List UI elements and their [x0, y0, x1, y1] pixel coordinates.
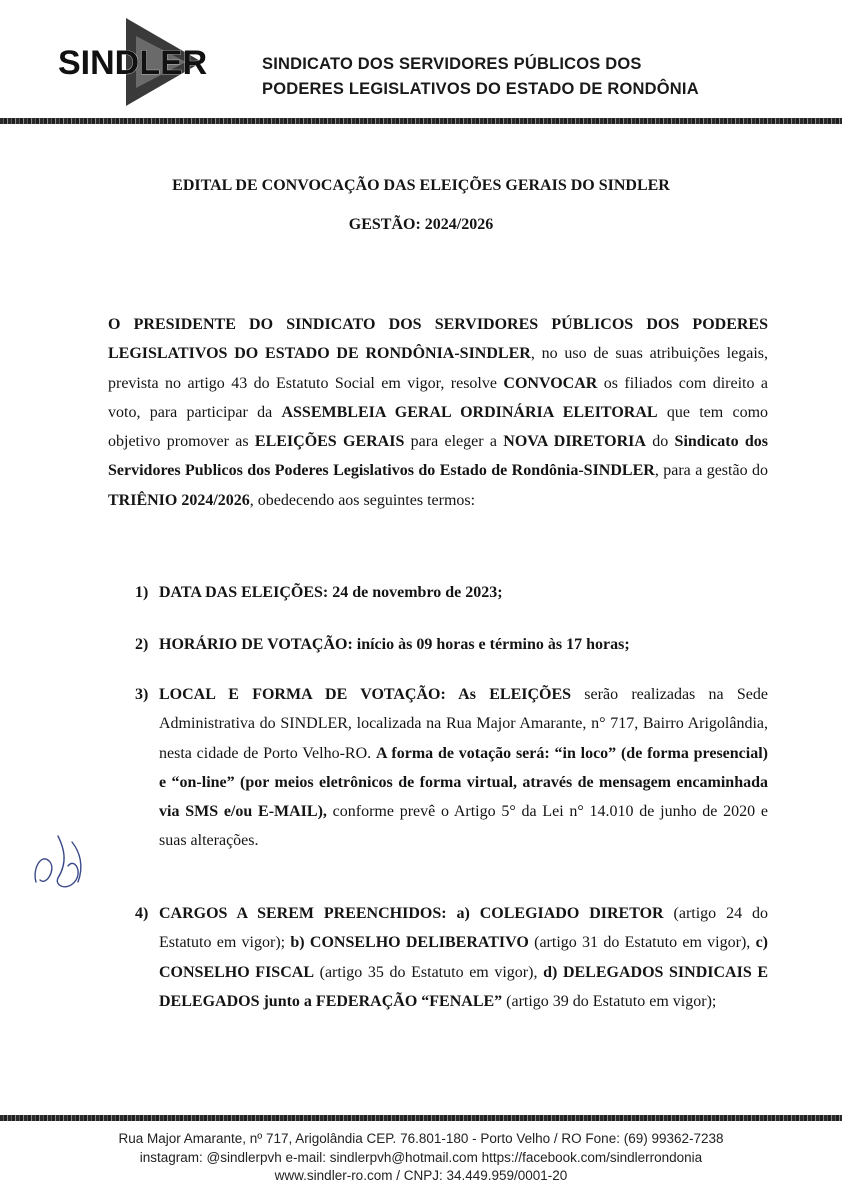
footer-contact — [0, 1130, 842, 1186]
footer-social: instagram: @sindlerpvh e-mail: sindlerpvh@hotmail.com https://facebook.com/sindlerrondonia — [139, 1149, 703, 1165]
item-segment: d) DELEGADOS SINDICAIS E DELEGADOS junto a FEDERAÇÃO “FENALE” — [159, 963, 769, 1010]
organization-name — [262, 52, 699, 102]
organization-name-line1: SINDICATO DOS SERVIDORES PÚBLICOS DOS — [262, 55, 642, 73]
intro-segment: , no uso de suas atribuições legais, prevista no artigo 43 do Estatuto Social em vigor, resolve — [108, 345, 768, 392]
item-segment: (artigo 31 do Estatuto em vigor), — [528, 934, 756, 952]
item-segment: CARGOS A SEREM PREENCHIDOS: a) COLEGIADO DIRETOR — [159, 905, 664, 922]
intro-segment: CONVOCAR — [503, 374, 598, 392]
intro-segment: os filiados com direito a voto, para participar da — [108, 374, 769, 421]
item-segment: HORÁRIO DE VOTAÇÃO: início às 09 horas e término às 17 horas; — [159, 636, 630, 653]
item-segment: LOCAL E FORMA DE VOTAÇÃO: As ELEIÇÕES — [159, 686, 572, 703]
intro-segment: que tem como objetivo promover as — [108, 403, 769, 451]
item-text — [159, 630, 768, 659]
item-text — [159, 899, 768, 1016]
footer-website: www.sindler-ro.com / CNPJ: 34.449.959/0001-20 — [274, 1168, 568, 1183]
document-title: EDITAL DE CONVOCAÇÃO DAS ELEIÇÕES GERAIS DO SINDLER — [172, 177, 670, 194]
intro-segment: TRIÊNIO 2024/2026 — [108, 491, 250, 509]
item-text — [159, 680, 768, 856]
item-segment: A forma de votação será: “in loco” (de forma presencial) e “on-line” (por meios eletrônicos de forma virtual, através de mensagem encaminhada via SMS e/ou E-MAIL), — [159, 744, 768, 821]
footer-address: Rua Major Amarante, nº 717, Arigolândia CEP. 76.801-180 - Porto Velho / RO Fone: (69) 99362-7238 — [118, 1131, 724, 1146]
document-subtitle: GESTÃO: 2024/2026 — [348, 216, 494, 233]
intro-segment: do — [645, 433, 675, 451]
intro-paragraph — [108, 310, 768, 515]
intro-segment: , para a gestão do — [654, 462, 769, 480]
intro-segment: , obedecendo aos seguintes termos: — [249, 491, 476, 509]
item-segment: DATA DAS ELEIÇÕES: 24 de novembro de 2023; — [159, 584, 503, 601]
item-number: 2) — [135, 636, 149, 653]
list-item-3 — [135, 680, 768, 856]
logo-text: SINDLER — [58, 44, 208, 82]
item-segment: (artigo 39 do Estatuto em vigor); — [502, 992, 717, 1010]
intro-segment: para eleger a — [404, 433, 504, 451]
list-item-4 — [135, 899, 768, 1016]
footer-divider — [0, 1115, 842, 1121]
list-item-2 — [135, 630, 768, 659]
item-number: 1) — [135, 584, 149, 601]
intro-segment: ASSEMBLEIA GERAL ORDINÁRIA ELEITORAL — [281, 403, 658, 421]
signature-initials — [28, 822, 98, 902]
item-segment: (artigo 35 do Estatuto em vigor), — [314, 963, 544, 981]
item-segment: conforme prevê o Artigo 5° da Lei n° 14.010 de junho de 2020 e suas alterações. — [159, 803, 768, 850]
intro-segment: ELEIÇÕES GERAIS — [254, 433, 405, 451]
intro-segment: O PRESIDENTE DO SINDICATO DOS SERVIDORES PÚBLICOS DOS PODERES LEGISLATIVOS DO ESTADO DE RONDÔNIA-SINDLER — [108, 316, 768, 363]
intro-segment: NOVA DIRETORIA — [503, 433, 646, 451]
item-text — [159, 578, 768, 607]
item-number: 3) — [135, 686, 149, 703]
organization-name-line2: PODERES LEGISLATIVOS DO ESTADO DE RONDÔNIA — [262, 80, 699, 98]
item-segment: (artigo 24 do Estatuto em vigor); — [159, 905, 769, 952]
sindler-logo — [54, 14, 214, 114]
intro-segment: Sindicato dos Servidores Publicos dos Poderes Legislativos do Estado de Rondônia-SINDLER — [108, 433, 768, 480]
item-segment: c) CONSELHO FISCAL — [159, 934, 769, 981]
list-item-1 — [135, 578, 768, 607]
item-segment: b) CONSELHO DELIBERATIVO — [290, 934, 529, 952]
item-number: 4) — [135, 905, 149, 922]
header-divider — [0, 118, 842, 124]
item-segment: serão realizadas na Sede Administrativa do SINDLER, localizada na Rua Major Amarante, n° 717, Bairro Arigolândia, nesta cidade de Porto Velho-RO. — [159, 686, 768, 762]
